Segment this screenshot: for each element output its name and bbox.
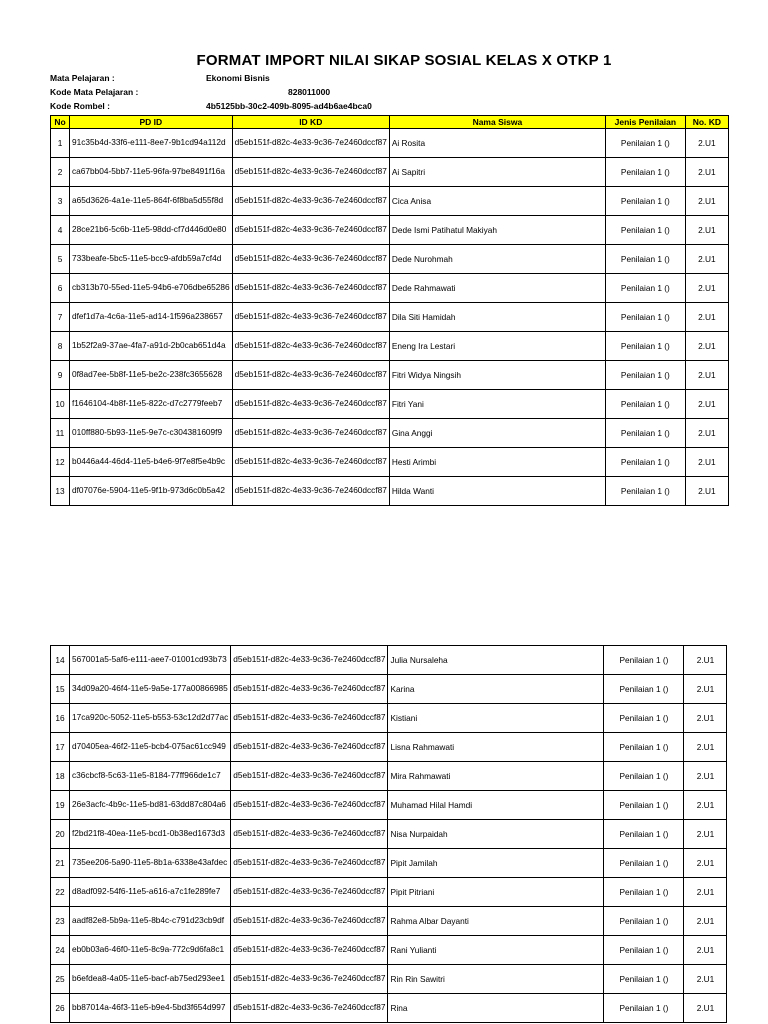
cell-no-kd: 2.U1 [685,477,728,506]
cell-no-kd: 2.U1 [684,820,727,849]
cell-nama-siswa: Pipit Jamilah [388,849,604,878]
cell-id-kd: d5eb151f-d82c-4e33-9c36-7e2460dccf87 [232,390,389,419]
table-row [51,907,727,936]
cell-id-kd: d5eb151f-d82c-4e33-9c36-7e2460dccf87 [231,733,388,762]
cell-jenis-penilaian: Penilaian 1 () [604,762,684,791]
cell-no-kd: 2.U1 [685,390,728,419]
table-row [51,965,727,994]
cell-pd-id: 010ff880-5b93-11e5-9e7c-c304381609f9 [70,419,233,448]
cell-jenis-penilaian: Penilaian 1 () [604,936,684,965]
table-row [51,878,727,907]
table-row [51,675,727,704]
cell-no: 5 [51,245,70,274]
cell-nama-siswa: Dede Nurohmah [389,245,605,274]
cell-pd-id: 26e3acfc-4b9c-11e5-bd81-63dd87c804a6 [70,791,231,820]
cell-no-kd: 2.U1 [685,419,728,448]
cell-jenis-penilaian: Penilaian 1 () [605,216,685,245]
cell-no: 20 [51,820,70,849]
cell-no-kd: 2.U1 [685,448,728,477]
cell-no: 16 [51,704,70,733]
cell-id-kd: d5eb151f-d82c-4e33-9c36-7e2460dccf87 [231,849,388,878]
cell-nama-siswa: Dede Ismi Patihatul Makiyah [389,216,605,245]
header-no: No [51,116,70,129]
cell-pd-id: 1b52f2a9-37ae-4fa7-a91d-2b0cab651d4a [70,332,233,361]
cell-nama-siswa: Nisa Nurpaidah [388,820,604,849]
cell-id-kd: d5eb151f-d82c-4e33-9c36-7e2460dccf87 [232,245,389,274]
cell-no-kd: 2.U1 [685,274,728,303]
table-body [51,129,729,506]
cell-pd-id: 34d09a20-46f4-11e5-9a5e-177a00866985 [70,675,231,704]
cell-no: 12 [51,448,70,477]
table-row [51,448,729,477]
cell-jenis-penilaian: Penilaian 1 () [605,245,685,274]
cell-nama-siswa: Rani Yulianti [388,936,604,965]
header-no-kd: No. KD [685,116,728,129]
cell-no: 3 [51,187,70,216]
table-header-row [51,116,729,129]
meta-value-subject: Ekonomi Bisnis [206,73,270,83]
cell-pd-id: f1646104-4b8f-11e5-822c-d7c2779feeb7 [70,390,233,419]
table-row [51,994,727,1023]
cell-no-kd: 2.U1 [684,936,727,965]
cell-nama-siswa: Julia Nursaleha [388,646,604,675]
cell-id-kd: d5eb151f-d82c-4e33-9c36-7e2460dccf87 [231,994,388,1023]
cell-pd-id: 0f8ad7ee-5b8f-11e5-be2c-238fc3655628 [70,361,233,390]
cell-nama-siswa: Hesti Arimbi [389,448,605,477]
cell-jenis-penilaian: Penilaian 1 () [605,129,685,158]
cell-pd-id: b6efdea8-4a05-11e5-bacf-ab75ed293ee1 [70,965,231,994]
cell-pd-id: df07076e-5904-11e5-9f1b-973d6c0b5a42 [70,477,233,506]
cell-no: 15 [51,675,70,704]
table-row [51,646,727,675]
cell-pd-id: dfef1d7a-4c6a-11e5-ad14-1f596a238657 [70,303,233,332]
cell-id-kd: d5eb151f-d82c-4e33-9c36-7e2460dccf87 [231,820,388,849]
cell-no-kd: 2.U1 [684,733,727,762]
cell-jenis-penilaian: Penilaian 1 () [604,704,684,733]
cell-no-kd: 2.U1 [685,187,728,216]
cell-nama-siswa: Pipit Pitriani [388,878,604,907]
table-row [51,704,727,733]
cell-nama-siswa: Dila Siti Hamidah [389,303,605,332]
cell-id-kd: d5eb151f-d82c-4e33-9c36-7e2460dccf87 [232,477,389,506]
cell-jenis-penilaian: Penilaian 1 () [605,187,685,216]
cell-nama-siswa: Ai Sapitri [389,158,605,187]
cell-no-kd: 2.U1 [684,878,727,907]
table-row [51,477,729,506]
cell-nama-siswa: Eneng Ira Lestari [389,332,605,361]
cell-id-kd: d5eb151f-d82c-4e33-9c36-7e2460dccf87 [232,448,389,477]
cell-id-kd: d5eb151f-d82c-4e33-9c36-7e2460dccf87 [232,216,389,245]
cell-no: 7 [51,303,70,332]
cell-jenis-penilaian: Penilaian 1 () [604,849,684,878]
cell-no-kd: 2.U1 [684,704,727,733]
cell-pd-id: cb313b70-55ed-11e5-94b6-e706dbe65286 [70,274,233,303]
cell-id-kd: d5eb151f-d82c-4e33-9c36-7e2460dccf87 [231,762,388,791]
cell-jenis-penilaian: Penilaian 1 () [604,675,684,704]
table-row [51,419,729,448]
cell-pd-id: ca67bb04-5bb7-11e5-96fa-97be8491f16a [70,158,233,187]
header-jenis-penilaian: Jenis Penilaian [605,116,685,129]
cell-pd-id: eb0b03a6-46f0-11e5-8c9a-772c9d6fa8c1 [70,936,231,965]
cell-nama-siswa: Lisna Rahmawati [388,733,604,762]
cell-no-kd: 2.U1 [685,332,728,361]
cell-no: 14 [51,646,70,675]
cell-id-kd: d5eb151f-d82c-4e33-9c36-7e2460dccf87 [231,791,388,820]
cell-pd-id: c36cbcf8-5c63-11e5-8184-77ff966de1c7 [70,762,231,791]
cell-no-kd: 2.U1 [685,245,728,274]
cell-nama-siswa: Karina [388,675,604,704]
cell-pd-id: 17ca920c-5052-11e5-b553-53c12d2d77ac [70,704,231,733]
table-row [51,390,729,419]
cell-nama-siswa: Muhamad Hilal Hamdi [388,791,604,820]
cell-no: 21 [51,849,70,878]
cell-id-kd: d5eb151f-d82c-4e33-9c36-7e2460dccf87 [232,361,389,390]
cell-id-kd: d5eb151f-d82c-4e33-9c36-7e2460dccf87 [232,129,389,158]
meta-value-subject-code: 828011000 [288,87,331,97]
cell-pd-id: 735ee206-5a90-11e5-8b1a-6338e43afdec [70,849,231,878]
cell-id-kd: d5eb151f-d82c-4e33-9c36-7e2460dccf87 [232,158,389,187]
cell-pd-id: a65d3626-4a1e-11e5-864f-6f8ba5d55f8d [70,187,233,216]
cell-id-kd: d5eb151f-d82c-4e33-9c36-7e2460dccf87 [231,878,388,907]
cell-pd-id: f2bd21f8-40ea-11e5-bcd1-0b38ed1673d3 [70,820,231,849]
table-row [51,791,727,820]
cell-no: 6 [51,274,70,303]
cell-jenis-penilaian: Penilaian 1 () [605,332,685,361]
cell-jenis-penilaian: Penilaian 1 () [604,733,684,762]
cell-jenis-penilaian: Penilaian 1 () [604,791,684,820]
cell-jenis-penilaian: Penilaian 1 () [604,878,684,907]
cell-nama-siswa: Rin Rin Sawitri [388,965,604,994]
cell-no-kd: 2.U1 [684,791,727,820]
cell-no-kd: 2.U1 [685,158,728,187]
cell-jenis-penilaian: Penilaian 1 () [605,274,685,303]
cell-pd-id: b0446a44-46d4-11e5-b4e6-9f7e8f5e4b9c [70,448,233,477]
cell-pd-id: aadf82e8-5b9a-11e5-8b4c-c791d23cb9df [70,907,231,936]
cell-no: 2 [51,158,70,187]
cell-no-kd: 2.U1 [684,675,727,704]
meta-label-subject: Mata Pelajaran : [50,73,115,83]
cell-no-kd: 2.U1 [684,994,727,1023]
cell-pd-id: 91c35b4d-33f6-e111-8ee7-9b1cd94a112d [70,129,233,158]
table-row [51,936,727,965]
meta-label-subject-code: Kode Mata Pelajaran : [50,87,139,97]
cell-no-kd: 2.U1 [684,646,727,675]
cell-no-kd: 2.U1 [685,129,728,158]
cell-no: 25 [51,965,70,994]
cell-jenis-penilaian: Penilaian 1 () [604,907,684,936]
table-body [51,646,727,1023]
table-row [51,187,729,216]
cell-no-kd: 2.U1 [685,216,728,245]
table-row [51,733,727,762]
cell-jenis-penilaian: Penilaian 1 () [604,646,684,675]
cell-id-kd: d5eb151f-d82c-4e33-9c36-7e2460dccf87 [231,907,388,936]
cell-no-kd: 2.U1 [684,907,727,936]
cell-no: 1 [51,129,70,158]
table-row [51,361,729,390]
header-pd-id: PD ID [70,116,233,129]
table-row [51,849,727,878]
table-row [51,332,729,361]
cell-jenis-penilaian: Penilaian 1 () [604,820,684,849]
cell-id-kd: d5eb151f-d82c-4e33-9c36-7e2460dccf87 [232,187,389,216]
cell-pd-id: d70405ea-46f2-11e5-bcb4-075ac61cc949 [70,733,231,762]
cell-id-kd: d5eb151f-d82c-4e33-9c36-7e2460dccf87 [232,419,389,448]
cell-jenis-penilaian: Penilaian 1 () [605,303,685,332]
cell-no-kd: 2.U1 [685,303,728,332]
cell-no: 9 [51,361,70,390]
cell-id-kd: d5eb151f-d82c-4e33-9c36-7e2460dccf87 [232,274,389,303]
cell-no-kd: 2.U1 [684,849,727,878]
header-id-kd: ID KD [232,116,389,129]
cell-nama-siswa: Rina [388,994,604,1023]
cell-no-kd: 2.U1 [684,762,727,791]
cell-nama-siswa: Gina Anggi [389,419,605,448]
cell-nama-siswa: Fitri Widya Ningsih [389,361,605,390]
grades-table-part-2 [50,645,727,1023]
table-row [51,129,729,158]
cell-nama-siswa: Mira Rahmawati [388,762,604,791]
cell-id-kd: d5eb151f-d82c-4e33-9c36-7e2460dccf87 [231,646,388,675]
cell-id-kd: d5eb151f-d82c-4e33-9c36-7e2460dccf87 [232,332,389,361]
table-row [51,274,729,303]
cell-nama-siswa: Dede Rahmawati [389,274,605,303]
cell-no: 23 [51,907,70,936]
cell-no-kd: 2.U1 [684,965,727,994]
cell-id-kd: d5eb151f-d82c-4e33-9c36-7e2460dccf87 [231,965,388,994]
table-row [51,762,727,791]
cell-nama-siswa: Cica Anisa [389,187,605,216]
cell-no: 24 [51,936,70,965]
cell-no: 13 [51,477,70,506]
cell-pd-id: 733beafe-5bc5-11e5-bcc9-afdb59a7cf4d [70,245,233,274]
cell-nama-siswa: Kistiani [388,704,604,733]
table-row [51,216,729,245]
table-row [51,303,729,332]
cell-id-kd: d5eb151f-d82c-4e33-9c36-7e2460dccf87 [231,704,388,733]
cell-no: 4 [51,216,70,245]
table-row [51,245,729,274]
meta-label-rombel-code: Kode Rombel : [50,101,110,111]
grades-table-part-1 [50,115,729,506]
table-row [51,158,729,187]
cell-jenis-penilaian: Penilaian 1 () [605,158,685,187]
header-nama-siswa: Nama Siswa [389,116,605,129]
cell-jenis-penilaian: Penilaian 1 () [605,448,685,477]
cell-no: 10 [51,390,70,419]
cell-jenis-penilaian: Penilaian 1 () [605,477,685,506]
cell-pd-id: 567001a5-5af6-e111-aee7-01001cd93b73 [70,646,231,675]
cell-jenis-penilaian: Penilaian 1 () [605,361,685,390]
cell-no: 8 [51,332,70,361]
cell-id-kd: d5eb151f-d82c-4e33-9c36-7e2460dccf87 [231,936,388,965]
cell-no: 22 [51,878,70,907]
cell-jenis-penilaian: Penilaian 1 () [605,419,685,448]
cell-nama-siswa: Ai Rosita [389,129,605,158]
table-row [51,820,727,849]
cell-pd-id: bb87014a-46f3-11e5-b9e4-5bd3f654d997 [70,994,231,1023]
cell-pd-id: 28ce21b6-5c6b-11e5-98dd-cf7d446d0e80 [70,216,233,245]
cell-jenis-penilaian: Penilaian 1 () [604,965,684,994]
cell-no: 18 [51,762,70,791]
cell-nama-siswa: Hilda Wanti [389,477,605,506]
cell-no: 26 [51,994,70,1023]
cell-no-kd: 2.U1 [685,361,728,390]
cell-no: 19 [51,791,70,820]
cell-id-kd: d5eb151f-d82c-4e33-9c36-7e2460dccf87 [232,303,389,332]
cell-jenis-penilaian: Penilaian 1 () [604,994,684,1023]
meta-value-rombel-code: 4b5125bb-30c2-409b-8095-ad4b6ae4bca0 [206,101,372,111]
cell-nama-siswa: Rahma Albar Dayanti [388,907,604,936]
document-title: FORMAT IMPORT NILAI SIKAP SOSIAL KELAS X OTKP 1 [196,52,612,69]
cell-no: 11 [51,419,70,448]
cell-nama-siswa: Fitri Yani [389,390,605,419]
cell-no: 17 [51,733,70,762]
cell-pd-id: d8adf092-54f6-11e5-a616-a7c1fe289fe7 [70,878,231,907]
cell-id-kd: d5eb151f-d82c-4e33-9c36-7e2460dccf87 [231,675,388,704]
cell-jenis-penilaian: Penilaian 1 () [605,390,685,419]
